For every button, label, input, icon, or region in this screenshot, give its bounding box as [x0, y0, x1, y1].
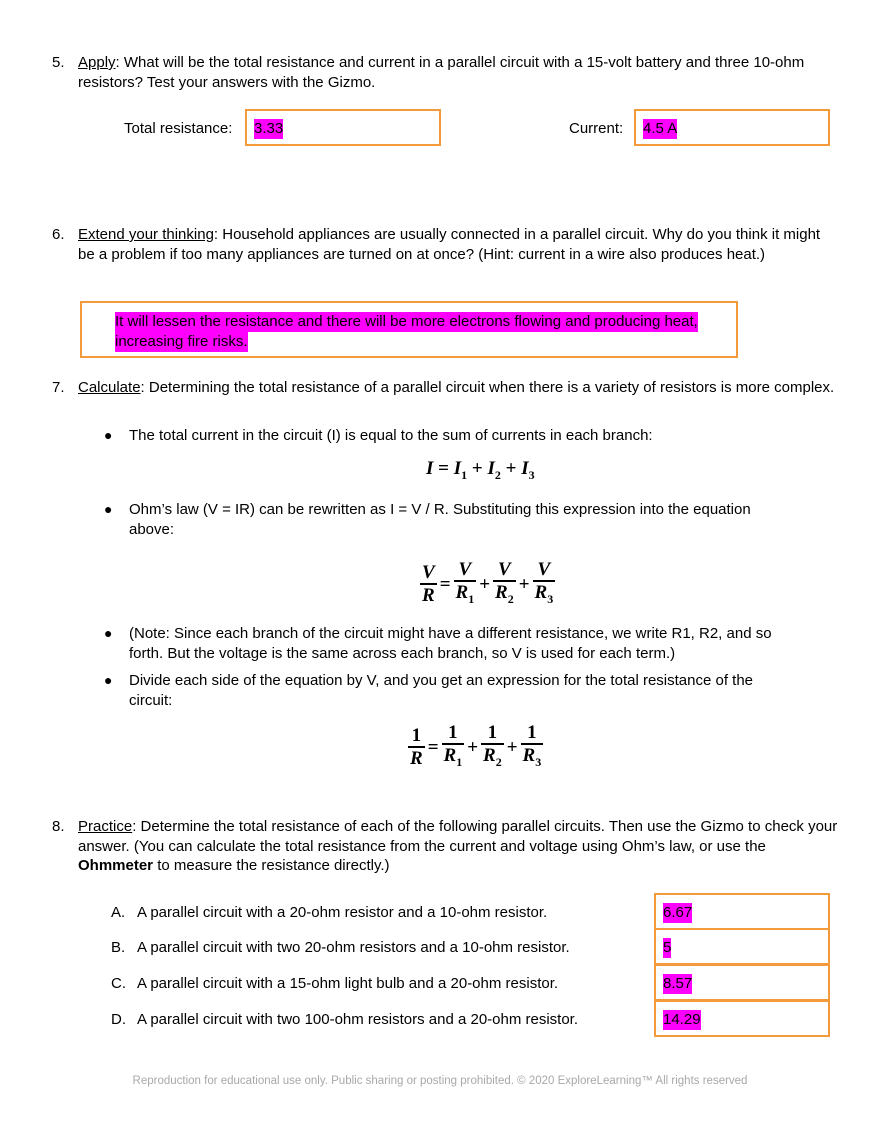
q6-prompt: [78, 225, 838, 264]
q5-text: : What will be the total resistance and current in a parallel circuit with a 15-volt battery and three 10-ohm resistors? Test your answers with the Gizmo.: [78, 54, 805, 91]
practice-answer-box-b[interactable]: [654, 928, 830, 965]
q7-number: 7.: [52, 379, 65, 396]
q7-bullet2-line2: above:: [129, 520, 175, 538]
q6-text: : Household appliances are usually connected in a parallel circuit. Why do you think it might be a problem if too many appliances are turned on at once? (Hint: current in a wire also produces heat.): [78, 226, 821, 263]
equation-reciprocal-resistance: $\frac{1}{R}$ = $\frac{1}{R_1}$ + $\frac{1}{R_2}$ + $\frac{1}{R_3}$: [410, 722, 542, 769]
practice-text-d: A parallel circuit with two 100-ohm resistors and a 20-ohm resistor.: [137, 1011, 579, 1028]
current-answer: 4.5 A: [643, 120, 678, 137]
q8-text-b: to measure the resistance directly.): [153, 857, 390, 874]
q7-bullet2-line1: Ohm’s law (V = IR) can be rewritten as I = V / R. Substituting this expression into the equation: [129, 501, 751, 518]
q7-prompt: [78, 378, 838, 398]
practice-letter-d: D.: [111, 1011, 126, 1028]
q5-prompt: [78, 53, 838, 92]
q7-bullet3-line2: forth. But the voltage is the same across each branch, so V is used for each term.): [129, 644, 676, 662]
q8-number: 8.: [52, 818, 65, 835]
practice-answer-box-c[interactable]: [654, 964, 830, 1001]
q7-text: : Determining the total resistance of a parallel circuit when there is a variety of resistors is more complex.: [140, 379, 835, 396]
total-resistance-label: Total resistance:: [124, 120, 233, 137]
bullet-dot: ●: [104, 672, 113, 688]
practice-text-a: A parallel circuit with a 20-ohm resistor and a 10-ohm resistor.: [137, 904, 548, 921]
practice-answer-a: 6.67: [663, 904, 693, 921]
q6-number: 6.: [52, 226, 65, 243]
practice-text-c: A parallel circuit with a 15-ohm light bulb and a 20-ohm resistor.: [137, 975, 559, 992]
practice-letter-b: B.: [111, 939, 126, 956]
equation-current-sum: $I = I_1 + I_2 + I_3$: [426, 458, 535, 482]
q5-heading: Apply: [78, 54, 116, 71]
q7-bullet4: [129, 671, 829, 710]
equation-voltage-fractions: $\frac{V}{R}$ = $\frac{V}{R_1}$ + $\frac{V}{R_2}$ + $\frac{V}{R_3}$: [422, 559, 554, 606]
q6-heading: Extend your thinking: [78, 226, 214, 243]
q7-bullet2: [129, 500, 829, 539]
total-resistance-answer: 3.33: [254, 120, 284, 137]
q6-answer-line1: It will lessen the resistance and there will be more electrons flowing and producing heat,: [115, 313, 698, 330]
practice-answer-box-a[interactable]: [654, 893, 830, 930]
current-label: Current:: [569, 120, 624, 137]
q7-bullet4-line2: circuit:: [129, 691, 173, 709]
practice-answer-b: 5: [663, 939, 672, 956]
q7-bullet4-line1: Divide each side of the equation by V, and you get an expression for the total resistance of the: [129, 672, 754, 689]
bullet-dot: ●: [104, 625, 113, 641]
q8-text-a: : Determine the total resistance of each of the following parallel circuits. Then use the Gizmo to check your answer. (You can calculate the total resistance from the current and voltage using Ohm’s law, or use the: [78, 818, 838, 855]
practice-letter-c: C.: [111, 975, 126, 992]
q7-heading: Calculate: [78, 379, 141, 396]
practice-text-b: A parallel circuit with two 20-ohm resistors and a 10-ohm resistor.: [137, 939, 570, 956]
q8-text-bold: Ohmmeter: [78, 857, 154, 874]
practice-answer-d: 14.29: [663, 1011, 701, 1028]
q8-heading: Practice: [78, 818, 133, 835]
total-resistance-answer-box[interactable]: [245, 109, 441, 146]
q7-bullet3: [129, 624, 829, 663]
current-answer-box[interactable]: [634, 109, 830, 146]
practice-letter-a: A.: [111, 904, 126, 921]
q5-number: 5.: [52, 54, 65, 71]
q6-answer-line2: increasing fire risks.: [115, 333, 248, 350]
q6-answer-box[interactable]: [80, 301, 738, 358]
q8-prompt: [78, 817, 838, 876]
footer-copyright: Reproduction for educational use only. Public sharing or posting prohibited. © 2020 ExploreLearning™ All rights reserved: [132, 1075, 748, 1087]
practice-answer-c: 8.57: [663, 975, 693, 992]
q7-bullet1: The total current in the circuit (I) is equal to the sum of currents in each branch:: [129, 427, 653, 444]
q7-bullet3-line1: (Note: Since each branch of the circuit might have a different resistance, we write R1, R2, and so: [129, 625, 772, 642]
practice-answer-box-d[interactable]: [654, 1000, 830, 1037]
bullet-dot: ●: [104, 427, 113, 443]
bullet-dot: ●: [104, 501, 113, 517]
